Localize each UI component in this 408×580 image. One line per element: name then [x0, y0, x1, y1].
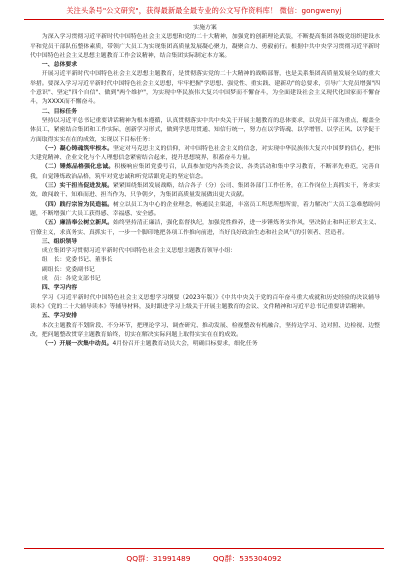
body-paragraph: 开展习近平新时代中国特色社会主义思想主题教育，是贯彻落实党的二十大精神的战略部署，也是关系集团高质量发展全局的重大举措。要深入学习习近平新时代中国特色社会主义思想，牢牢把握"学思想、强党性、重实践、建新功"的总要求，引导广大党员增强"四个意识"、坚定"四个自信"、做到"两个维护"，为实现中华民族伟大复兴中国梦而不懈奋斗，为全面建设社会主义现代化国家而不懈奋斗，为XXXX而不懈奋斗。 — [30, 71, 380, 106]
numbered-paragraph — [30, 182, 380, 201]
paragraph-text: 紧紧围绕集团发展战略，结合各子（分）公司、集团各部门工作任务，在工作岗位上真抓实干，务求实效，敢闯敢干、知难而进、担当作为、只争朝夕，为集团高质量发展做出更大贡献。 — [30, 183, 381, 199]
paragraph-text: 坚定对马克思主义的信仰，对中国特色社会主义的信念，对实现中华民族伟大复兴中国梦的信心，把伟大建党精神、企业文化与个人理想信念紧密结合起来，提升思想境界，积蓄奋斗力量。 — [30, 145, 381, 162]
section-heading: 三、组织领导 — [41, 238, 78, 245]
bottom-red-rule — [24, 548, 384, 549]
document-body — [30, 24, 380, 349]
body-paragraph: 组 长：党委书记、董事长 — [41, 257, 113, 264]
promo-banner: 关注头条号"公文研究"，获得最新最全最专业的公文写作资料库！ 微信：gongwenyj — [66, 6, 342, 15]
qq-group-1: QQ群：31991489 — [126, 554, 191, 563]
numbered-paragraph — [30, 163, 380, 182]
paragraph-lead: （五）廉洁奉公树立新风。 — [41, 220, 114, 227]
numbered-paragraph — [30, 201, 380, 220]
numbered-paragraph — [30, 340, 380, 349]
body-paragraph: 学习《习近平新时代中国特色社会主义思想学习纲要（2023年版）》《中共中央关于党的百年奋斗重大成就和历史经验的决议辅导读本》《党的二十大辅导读本》等辅导材料，及时跟进学习上级关于开展主题教育的会议、文件精神和习近平总书记重要讲话精神。 — [30, 294, 380, 310]
paragraph-text: 积极响应集团党委号召，认真参加党内各类会议、各类活动和集中学习教育，不断率先垂范，完善自我，自觉锤炼政治品格，筑牢对党忠诚和听党话跟党走的坚定信念。 — [30, 164, 381, 180]
paragraph-lead: （二）锤炼品格强化忠诚。 — [41, 164, 115, 171]
document-heading-tail: 实施方案 — [193, 25, 217, 31]
numbered-paragraph — [30, 145, 380, 164]
paragraph-text: 始终坚持清正廉洁，强化监督执纪，加强党性修养，进一步锤炼务实作风，坚决防止和纠正形式主义、官僚主义，求真务实、真抓实干，一步一个脚印地把各项工作推向前进，当好良好政治生态和社会风气的引领者、营造者。 — [30, 220, 381, 236]
body-paragraph: 为深入学习贯彻习近平新时代中国特色社会主义思想和党的二十大精神，加强党的创新理论武装，不断提高集团各级党组织建设水平和党员干部队伍整体素质，带领广大员工为实现集团高质量发展凝心聚力，凝聚合力、勇毅前行。根据中共中央学习贯彻习近平新时代中国特色社会主义思想主题教育工作会议精神，结合集团实际制定本方案。 — [30, 34, 380, 59]
footer-contact — [0, 553, 408, 564]
section-heading: 二、目标任务 — [41, 108, 78, 115]
paragraph-lead: （一）开展一次集中动员。 — [41, 341, 113, 348]
body-paragraph: 成 员：各党支部书记 — [41, 276, 101, 283]
numbered-paragraph — [30, 219, 380, 238]
paragraph-lead: （四）践行宗旨为民造福。 — [41, 201, 114, 208]
section-heading: 五、学习安排 — [41, 313, 78, 320]
qq-group-2: QQ群：535304092 — [212, 554, 282, 563]
section-heading: 四、学习内容 — [41, 285, 78, 292]
paragraph-text: 树立以员工为中心的企业理念，畅通民主渠道，丰富员工所思所想所需，着力解决广大员工急难愁盼问题，不断增强广大员工获得感、幸福感、安全感。 — [30, 201, 381, 217]
body-paragraph: 成立集团学习贯彻习近平新时代中国特色社会主义思想主题教育领导小组： — [41, 248, 237, 255]
paragraph-lead: （三）实干担当促进发展。 — [41, 183, 114, 190]
paragraph-text: 4月份召开主题教育动员大会，明确目标要求，细化任务 — [112, 341, 258, 348]
top-red-rule — [24, 19, 384, 20]
body-paragraph: 本次主题教育不划阶段、不分环节，把理论学习、调查研究、推动发展、检视整改有机融合，坚持边学习、边对照、边检视、边整改，把问题整改贯穿主题教育始终，切实在解决实际问题上取得实实在在的成效。 — [30, 322, 380, 338]
section-heading: 一、总体要求 — [41, 62, 78, 69]
body-paragraph: 副组长：党委副书记 — [41, 266, 95, 273]
paragraph-lead: （一）凝心铸魂筑牢根本。 — [41, 145, 114, 152]
body-paragraph: 坚持以习近平总书记重要讲话精神为根本遵循，认真贯彻落实中共中央关于开展主题教育的总体要求，以党员干部为重点，覆盖全体员工，紧密结合集团和工作实际，创新学习形式，做到学思用贯通、知信行统一，努力在以学铸魂、以学增智、以学正风、以学促干方面取得实实在在的成效，实现以下目标任务： — [30, 117, 380, 143]
